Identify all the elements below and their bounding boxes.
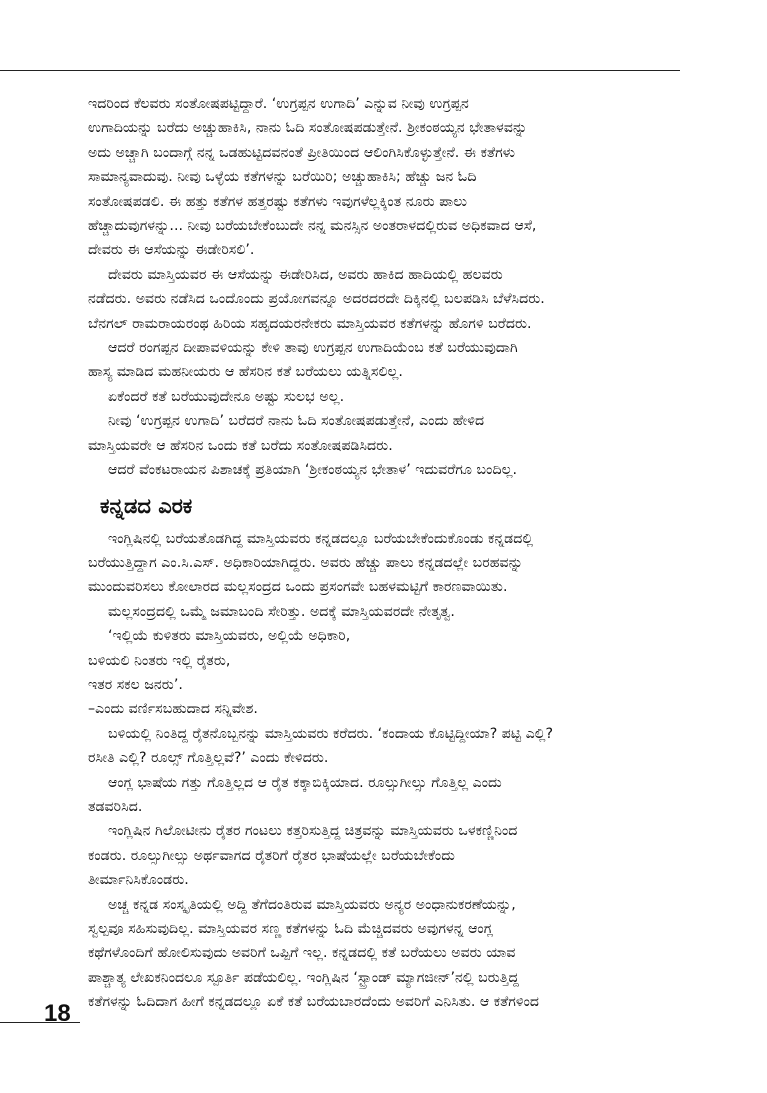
paragraph <box>88 819 673 892</box>
verse-line: –ಎಂದು ವರ್ಣಿಸಬಹುದಾದ ಸನ್ನಿವೇಶ. <box>88 701 258 718</box>
text-line: ಸಾಮಾನ್ಯವಾದುವು. ನೀವು ಒಳ್ಳೆಯ ಕತೆಗಳನ್ನು ಬರೆಯಿರಿ; ಅಚ್ಚುಹಾಕಿಸಿ; ಹೆಚ್ಚು ಜನ ಓದಿ <box>88 169 477 186</box>
text-line: ಮುಂದುವರಿಸಲು ಕೋಲಾರದ ಮಲ್ಲಸಂದ್ರದ ಒಂದು ಪ್ರಸಂಗವೇ ಬಹಳಮಟ್ಟಿಗೆ ಕಾರಣವಾಯಿತು. <box>88 579 508 596</box>
text-line: ಆದರೆ ರಂಗಪ್ಪನ ದೀಪಾವಳಿಯನ್ನು ಕೇಳಿ ತಾವು ಉಗ್ರಪ್ಪನ ಉಗಾದಿಯೆಂಬ ಕತೆ ಬರೆಯುವುದಾಗಿ <box>108 340 518 357</box>
paragraph <box>88 92 673 263</box>
body-text <box>88 92 673 1015</box>
text-line: ಅದು ಅಚ್ಚಾಗಿ ಬಂದಾಗ್ಗೆ ನನ್ನ ಒಡಹುಟ್ಟಿದವನಂತೆ ಪ್ರೀತಿಯಿಂದ ಆಲಿಂಗಿಸಿಕೊಳ್ಳುತ್ತೇನೆ. ಈ ಕತೆಗಳು <box>88 144 515 161</box>
verse-line: ಬಳಿಯಲಿ ನಿಂತರು ಇಲ್ಲಿ ರೈತರು, <box>88 652 231 669</box>
text-line: ಮಲ್ಲಸಂದ್ರದಲ್ಲಿ ಒಮ್ಮೆ ಜಮಾಬಂದಿ ಸೇರಿತ್ತು. ಅದಕ್ಕೆ ಮಾಸ್ತಿಯವರದೇ ನೇತೃತ್ವ. <box>108 603 455 620</box>
text-line: ಹೆಚ್ಚಾದುವುಗಳನ್ನು... ನೀವು ಬರೆಯಬೇಕೆಂಬುದೇ ನನ್ನ ಮನಸ್ಸಿನ ಅಂತರಾಳದಲ್ಲಿರುವ ಅಧಿಕವಾದ ಆಸೆ, <box>88 218 537 235</box>
paragraph <box>88 458 673 482</box>
text-line: ಪಾಶ್ಚಾತ್ಯ ಲೇಖಕನಿಂದಲೂ ಸ್ಪೂರ್ತಿ ಪಡೆಯಲಿಲ್ಲ. ಇಂಗ್ಲಿಷಿನ ‘ಸ್ಟ್ರಾಂಡ್ ಮ್ಯಾಗಜೀನ್’ನಲ್ಲಿ ಬರುತ್ತಿದ್ದ <box>88 969 519 986</box>
paragraph <box>88 409 673 458</box>
verse-block <box>88 624 673 722</box>
text-line: ಆಂಗ್ಲ ಭಾಷೆಯ ಗತ್ತು ಗೊತ್ತಿಲ್ಲದ ಆ ರೈತ ಕಕ್ಕಾಬಿಕ್ಕಿಯಾದ. ರೂಲ್ಸುಗೀಲ್ಸು ಗೊತ್ತಿಲ್ಲ ಎಂದು <box>108 774 502 791</box>
text-line: ಇದರಿಂದ ಕೆಲವರು ಸಂತೋಷಪಟ್ಟಿದ್ದಾರೆ. ‘ಉಗ್ರಪ್ಪನ ಉಗಾದಿ’ ಎನ್ನುವ ನೀವು ಉಗ್ರಪ್ಪನ <box>88 96 469 112</box>
text-line: ಕತೆಗಳನ್ನು ಓದಿದಾಗ ಹೀಗೆ ಕನ್ನಡದಲ್ಲೂ ಏಕೆ ಕತೆ ಬರೆಯಬಾರದೆಂದು ಅವರಿಗೆ ಎನಿಸಿತು. ಆ ಕತೆಗಳಿಂದ <box>88 994 540 1011</box>
paragraph <box>88 722 673 771</box>
verse-line: ಇತರ ಸಕಲ ಜನರು’. <box>88 676 183 693</box>
text-line: ಹಾಸ್ಯ ಮಾಡಿದ ಮಹನೀಯರು ಆ ಹೆಸರಿನ ಕತೆ ಬರೆಯಲು ಯತ್ನಿಸಲಿಲ್ಲ. <box>88 364 403 381</box>
paragraph <box>88 527 673 600</box>
text-line: ಉಗಾದಿಯನ್ನು ಬರೆದು ಅಚ್ಚುಹಾಕಿಸಿ, ನಾನು ಓದಿ ಸಂತೋಷಪಡುತ್ತೇನೆ. ಶ್ರೀಕಂಠಯ್ಯನ ಭೇತಾಳವನ್ನು <box>88 120 528 137</box>
text-line: ಬಳಿಯಲ್ಲಿ ನಿಂತಿದ್ದ ರೈತನೊಬ್ಬನನ್ನು ಮಾಸ್ತಿಯವರು ಕರೆದರು. ‘ಕಂದಾಯ ಕೊಟ್ಟಿದ್ದೀಯಾ? ಪಟ್ಟಿ ಎಲ್ಲಿ? <box>108 725 554 742</box>
text-line: ಸಂತೋಷಪಡಲಿ. ಈ ಹತ್ತು ಕತೆಗಳ ಹತ್ತರಷ್ಟು ಕತೆಗಳು ಇವುಗಳೆಲ್ಲಕ್ಕಿಂತ ನೂರು ಪಾಲು <box>88 193 468 210</box>
text-line: ಸ್ವಲ್ಪವೂ ಸಹಿಸುವುದಿಲ್ಲ. ಮಾಸ್ತಿಯವರ ಸಣ್ಣ ಕತೆಗಳನ್ನು ಓದಿ ಮೆಚ್ಚಿದವರು ಅವುಗಳನ್ನ ಆಂಗ್ಲ <box>88 921 494 937</box>
page-number: 18 <box>44 1000 71 1027</box>
top-rule <box>0 70 680 71</box>
verse-line: ‘ಇಲ್ಲಿಯೆ ಕುಳಿತರು ಮಾಸ್ತಿಯವರು, ಅಲ್ಲಿಯೆ ಅಧಿಕಾರಿ, <box>108 628 351 645</box>
text-line: ಬೆನಗಲ್ ರಾಮರಾಯರಂಥ ಹಿರಿಯ ಸಹೃದಯರನೇಕರು ಮಾಸ್ತಿಯವರ ಕತೆಗಳನ್ನು ಹೊಗಳಿ ಬರೆದರು. <box>88 315 532 332</box>
bottom-rule <box>0 1022 80 1023</box>
text-line: ನೀವು ‘ಉಗ್ರಪ್ಪನ ಉಗಾದಿ’ ಬರೆದರೆ ನಾನು ಓದಿ ಸಂತೋಷಪಡುತ್ತೇನೆ, ಎಂದು ಹೇಳಿದ <box>108 413 485 430</box>
paragraph <box>88 771 673 820</box>
paragraph <box>88 385 673 409</box>
paragraph <box>88 893 673 1015</box>
text-line: ಅಚ್ಚ ಕನ್ನಡ ಸಂಸ್ಕೃತಿಯಲ್ಲಿ ಅದ್ದಿ ತೆಗೆದಂತಿರುವ ಮಾಸ್ತಿಯವರು ಅನ್ಯರ ಅಂಧಾನುಕರಣೆಯನ್ನು, <box>108 896 516 913</box>
text-line: ರಸೀತಿ ಎಲ್ಲಿ? ರೂಲ್ಸ್ ಗೊತ್ತಿಲ್ಲವೆ?’ ಎಂದು ಕೇಳಿದರು. <box>88 750 329 767</box>
paragraph <box>88 263 673 336</box>
paragraph <box>88 600 673 624</box>
text-line: ತೀರ್ಮಾನಿಸಿಕೊಂಡರು. <box>88 872 189 889</box>
text-line: ಏಕೆಂದರೆ ಕತೆ ಬರೆಯುವುದೇನೂ ಅಷ್ಟು ಸುಲಭ ಅಲ್ಲ. <box>108 388 345 405</box>
section-heading: ಕನ್ನಡದ ಎರಕ <box>100 493 193 518</box>
text-line: ಕಂಡರು. ರೂಲ್ಸುಗೀಲ್ಸು ಅರ್ಥವಾಗದ ರೈತರಿಗೆ ರೈತರ ಭಾಷೆಯಲ್ಲೇ ಬರೆಯಬೇಕೆಂದು <box>88 847 455 864</box>
text-line: ದೇವರು ಮಾಸ್ತಿಯವರ ಈ ಆಸೆಯನ್ನು ಈಡೇರಿಸಿದ, ಅವರು ಹಾಕಿದ ಹಾದಿಯಲ್ಲಿ ಹಲವರು <box>108 266 503 283</box>
text-line: ಇಂಗ್ಲಿಷಿನಲ್ಲಿ ಬರೆಯತೊಡಗಿದ್ದ ಮಾಸ್ತಿಯವರು ಕನ್ನಡದಲ್ಲೂ ಬರೆಯಬೇಕೆಂದುಕೊಂಡು ಕನ್ನಡದಲ್ಲಿ <box>108 530 534 547</box>
text-line: ದೇವರು ಈ ಆಸೆಯನ್ನು ಈಡೇರಿಸಲಿ’. <box>88 242 255 259</box>
text-line: ತಡವರಿಸಿದ. <box>88 798 143 815</box>
text-line: ಇಂಗ್ಲಿಷಿನ ಗಿಲೋಟೀನು ರೈತರ ಗಂಟಲು ಕತ್ತರಿಸುತ್ತಿದ್ದ ಚಿತ್ರವನ್ನು ಮಾಸ್ತಿಯವರು ಒಳಕಣ್ಣಿನಿಂದ <box>108 823 518 840</box>
text-line: ಕಥೆಗಳೊಂದಿಗೆ ಹೋಲಿಸುವುದು ಅವರಿಗೆ ಒಪ್ಪಿಗೆ ಇಲ್ಲ. ಕನ್ನಡದಲ್ಲಿ ಕತೆ ಬರೆಯಲು ಅವರು ಯಾವ <box>88 945 516 962</box>
paragraph <box>88 336 673 385</box>
text-line: ಆದರೆ ವೆಂಕಟರಾಯನ ಪಿಶಾಚಕ್ಕೆ ಪ್ರತಿಯಾಗಿ ‘ಶ್ರೀಕಂಠಯ್ಯನ ಭೇತಾಳ’ ಇದುವರೆಗೂ ಬಂದಿಲ್ಲ. <box>108 462 517 479</box>
text-line: ಮಾಸ್ತಿಯವರೇ ಆ ಹೆಸರಿನ ಒಂದು ಕತೆ ಬರೆದು ಸಂತೋಷಪಡಿಸಿದರು. <box>88 437 393 454</box>
text-line: ನಡೆದರು. ಅವರು ನಡೆಸಿದ ಒಂದೊಂದು ಪ್ರಯೋಗವನ್ನೂ ಅದರದರದೇ ದಿಕ್ಕಿನಲ್ಲಿ ಬಲಪಡಿಸಿ ಬೆಳೆಸಿದರು. <box>88 291 545 308</box>
text-line: ಬರೆಯುತ್ತಿದ್ದಾಗ ಎಂ.ಸಿ.ಎಸ್. ಅಧಿಕಾರಿಯಾಗಿದ್ದರು. ಅವರು ಹೆಚ್ಚು ಪಾಲು ಕನ್ನಡದಲ್ಲೇ ಬರಹವನ್ನು <box>88 554 523 571</box>
